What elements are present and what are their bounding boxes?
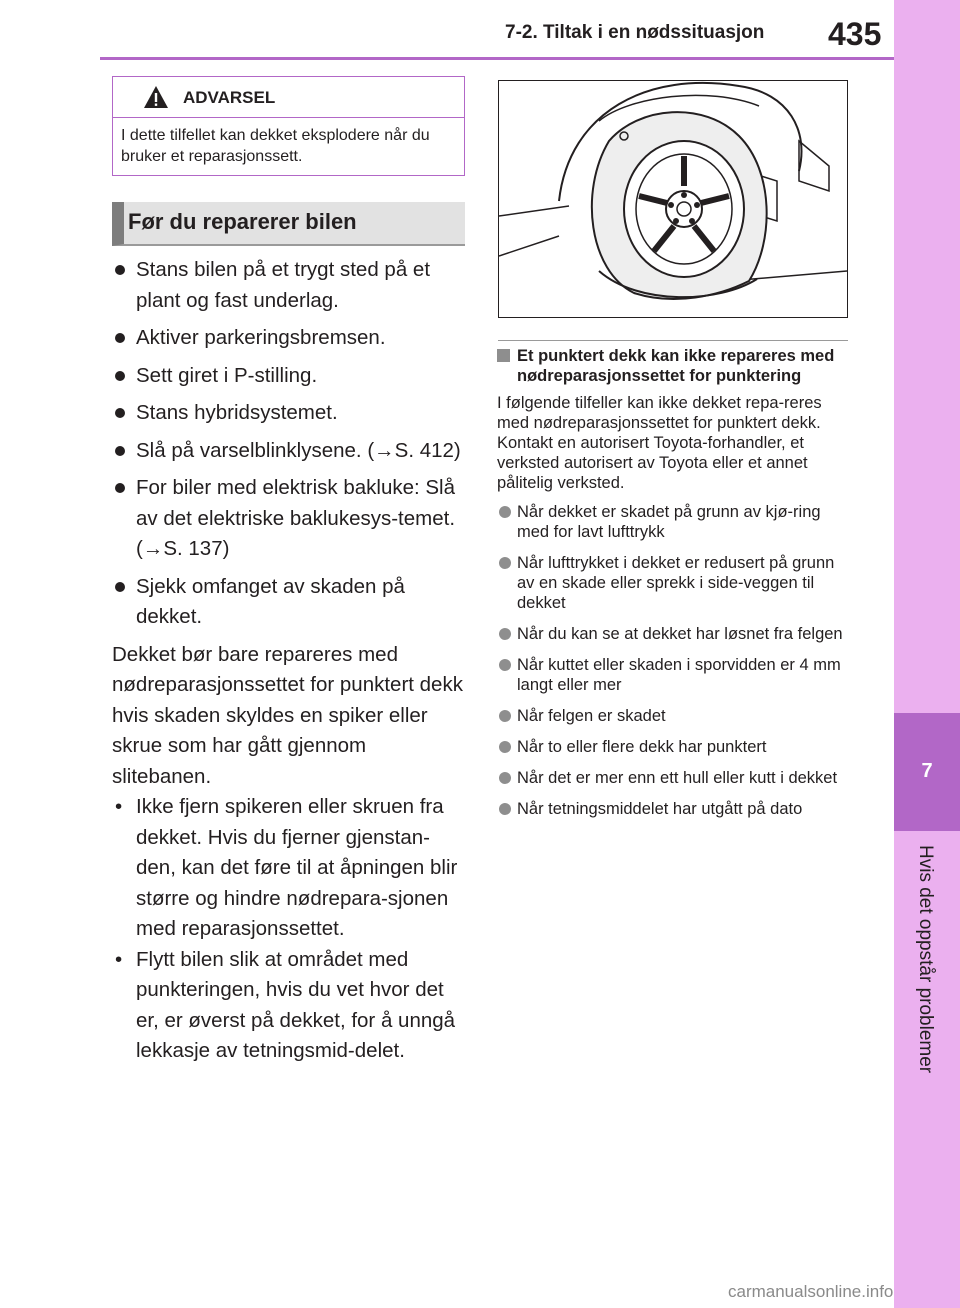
bullet-icon — [115, 371, 125, 381]
list-item-text: Stans bilen på et trygt sted på et plant og fast underlag. — [136, 258, 431, 312]
circle-bullet-icon — [499, 803, 511, 815]
circle-bullet-icon — [499, 710, 511, 722]
square-bullet-icon — [497, 349, 510, 362]
list-item — [497, 768, 852, 788]
sub-item — [112, 945, 467, 1067]
page-number: 435 — [828, 16, 882, 52]
list-item-text: Når tetningsmiddelet har utgått på dato — [517, 800, 803, 818]
chapter-number: 7 — [921, 760, 933, 782]
list-item — [497, 553, 852, 613]
watermark: carmanualsonline.info — [728, 1282, 894, 1301]
list-item — [497, 655, 852, 695]
bullet-icon — [115, 408, 125, 418]
list-item — [112, 255, 467, 316]
list-item — [112, 398, 467, 429]
warning-triangle-icon — [143, 85, 169, 109]
bullet-icon — [115, 265, 125, 275]
bullet-icon — [115, 333, 125, 343]
subheading-text: Et punktert dekk kan ikke repareres med nødreparasjonssettet for punktering — [517, 347, 835, 385]
list-item-text: Når det er mer enn ett hull eller kutt i dekket — [517, 769, 838, 787]
intro-paragraph: I følgende tilfeller kan ikke dekket repa-reres med nødreparasjonssettet for punktert dekk. Kontakt en autorisert Toyota-forhandler, et verksted autorisert av Toyota eller et annet pålitelig verksted. — [497, 394, 822, 492]
circle-bullet-icon — [499, 772, 511, 784]
bullet-icon — [115, 446, 125, 456]
side-tab — [894, 0, 960, 1308]
list-item-text: Når lufttrykket i dekket er redusert på grunn av en skade eller sprekk i side-veggen til dekket — [517, 554, 835, 612]
chapter-title: Hvis det oppstår problemer — [915, 845, 936, 1074]
list-item-text: Når dekket er skadet på grunn av kjø-ring med for lavt lufttrykk — [517, 503, 821, 541]
list-item-text: Sjekk omfanget av skaden på dekket. — [136, 574, 405, 628]
list-item — [497, 624, 852, 644]
section-heading — [112, 202, 465, 246]
list-item-text: For biler med elektrisk bakluke: Slå av det elektriske baklukesys-temet. (→S. 137) — [136, 476, 456, 560]
list-item-text: Når kuttet eller skaden i sporvidden er 4 mm langt eller mer — [517, 656, 841, 694]
sub-item-text: Ikke fjern spikeren eller skruen fra dekket. Hvis du fjerner gjenstan-den, kan det føre til at åpningen blir større og hindre nødrepara-sjonen med reparasjonssettet. — [136, 795, 458, 940]
list-item-text: Aktiver parkeringsbremsen. — [136, 326, 386, 349]
list-item-text: Når du kan se at dekket har løsnet fra felgen — [517, 625, 843, 643]
sub-item-text: Flytt bilen slik at området med punkteringen, hvis du vet hvor det er, er øverst på dekket, for å unngå lekkasje av tetningsmid-delet. — [136, 947, 456, 1062]
list-item — [497, 737, 852, 757]
divider — [498, 340, 848, 341]
warning-label: ADVARSEL — [183, 88, 276, 107]
warning-text: I dette tilfellet kan dekket eksplodere når du bruker et reparasjonssett. — [121, 127, 430, 165]
list-item — [112, 436, 467, 467]
body-paragraph: Dekket bør bare repareres med nødreparasjonssettet for punktert dekk hvis skaden skyldes en spiker eller skrue som har gått gjennom slitebanen. — [112, 642, 463, 788]
list-item-text: Stans hybridsystemet. — [136, 401, 338, 424]
left-column — [112, 255, 467, 1067]
list-item — [112, 572, 467, 633]
list-item-text: Når felgen er skadet — [517, 707, 666, 725]
list-item — [112, 361, 467, 392]
sub-bullet-icon: • — [115, 947, 123, 971]
warning-header — [113, 77, 464, 118]
circle-bullet-icon — [499, 506, 511, 518]
section-heading-text: Før du reparerer bilen — [128, 209, 357, 234]
circle-bullet-icon — [499, 659, 511, 671]
header-rule — [100, 57, 894, 60]
list-item — [112, 473, 467, 565]
sub-bullet-icon: • — [115, 795, 123, 818]
flat-tire-icon — [499, 81, 847, 317]
section-title: 7-2. Tiltak i en nødssituasjon — [505, 22, 765, 43]
list-item — [497, 706, 852, 726]
list-item — [497, 799, 852, 819]
right-column — [497, 346, 852, 830]
circle-bullet-icon — [499, 741, 511, 753]
list-item-text: Sett giret i P-stilling. — [136, 363, 318, 387]
tire-illustration — [498, 80, 848, 318]
list-item-text: Når to eller flere dekk har punktert — [517, 738, 767, 756]
list-item — [112, 323, 467, 354]
warning-box — [112, 76, 465, 176]
circle-bullet-icon — [499, 628, 511, 640]
bullet-icon — [115, 582, 125, 592]
sub-item — [112, 792, 467, 945]
list-item — [497, 502, 852, 542]
subheading — [497, 346, 852, 386]
circle-bullet-icon — [499, 557, 511, 569]
bullet-icon — [115, 483, 125, 493]
list-item-text: Slå på varselblinklysene. (→S. 412) — [136, 438, 461, 462]
